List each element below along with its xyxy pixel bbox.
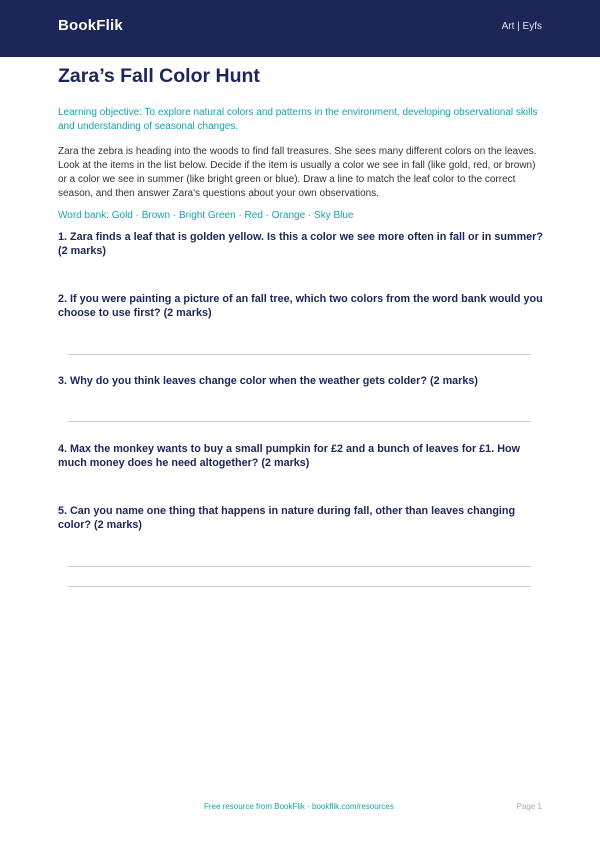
question-3: 3. Why do you think leaves change color when the weather gets colder? (2 marks) xyxy=(58,375,478,387)
answer-line[interactable] xyxy=(68,421,531,422)
brand-logo[interactable]: BookFlik xyxy=(58,17,123,34)
page-number: Page 1 xyxy=(516,802,542,811)
subject-tag: Art | Eyfs xyxy=(501,21,542,32)
answer-line[interactable] xyxy=(68,354,531,355)
answer-line[interactable] xyxy=(68,586,531,587)
question-2: 2. If you were painting a picture of an fall tree, which two colors from the word bank would you choose to use first? (2 marks) xyxy=(58,293,543,319)
question-5: 5. Can you name one thing that happens in nature during fall, other than leaves changing color? (2 marks) xyxy=(58,505,516,531)
questions-area xyxy=(58,0,544,848)
answer-line[interactable] xyxy=(68,566,531,567)
word-bank: Word bank: Gold · Brown · Bright Green · Red · Orange · Sky Blue xyxy=(58,210,354,221)
footer-credit-link[interactable]: Free resource from BookFlik · bookflik.com/resources xyxy=(204,802,394,811)
page-title: Zara’s Fall Color Hunt xyxy=(58,65,260,87)
intro-text: Zara the zebra is heading into the woods to find fall treasures. She sees many different colors on the leaves. Look at the items in the list below. Decide if the item is usually a color we see in fall (like gold, red, or brown) or a color we see in summer (like bright green or blue). Draw a line to match the leaf color to the correct season, and then answer Zara's questions about your own observations. xyxy=(58,146,537,199)
question-1: 1. Zara finds a leaf that is golden yellow. Is this a color we see more often in fall or in summer? (2 marks) xyxy=(58,231,543,257)
question-4: 4. Max the monkey wants to buy a small pumpkin for £2 and a bunch of leaves for £1. How much money does he need altogether? (2 marks) xyxy=(58,443,520,469)
learning-objective: Learning objective: To explore natural colors and patterns in the environment, developing observational skills and understanding of seasonal changes. xyxy=(58,107,538,132)
